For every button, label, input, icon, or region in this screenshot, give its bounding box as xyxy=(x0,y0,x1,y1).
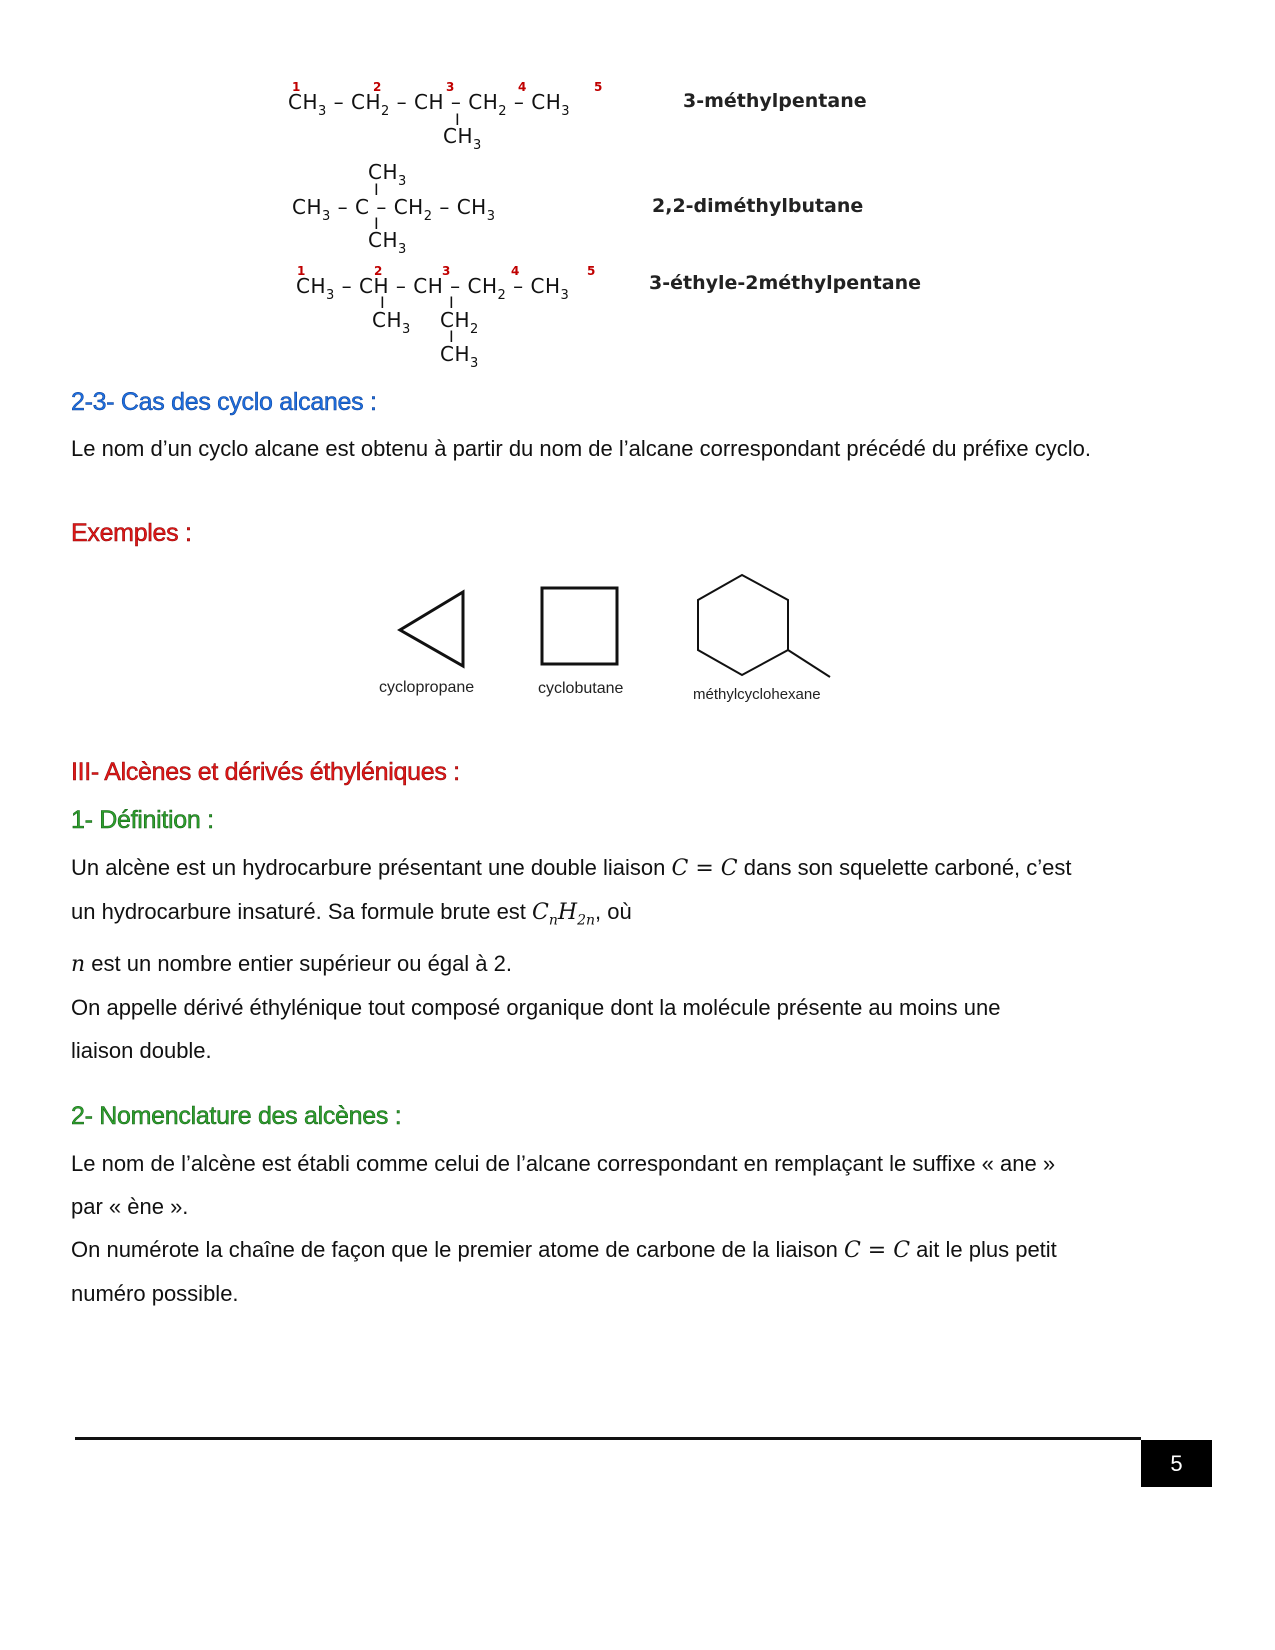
definition-line: liaison double. xyxy=(71,1038,212,1064)
subscript: 2 xyxy=(497,288,507,303)
subscript: 2 xyxy=(498,104,508,119)
text: , où xyxy=(595,899,632,924)
vertical-bond: I xyxy=(449,327,454,346)
atom: CH xyxy=(292,195,323,219)
cyclo-label: cyclopropane xyxy=(379,679,475,696)
nomenclature-paragraph xyxy=(71,1142,1171,1315)
definition-line xyxy=(71,890,1171,942)
atom: CH xyxy=(440,342,471,366)
methyl-branch xyxy=(372,308,411,337)
methyl-substituent xyxy=(788,650,830,677)
carbon-number: 1 xyxy=(297,264,306,278)
carbon-number: 5 xyxy=(594,80,603,94)
text: un hydrocarbure insaturé. Sa formule brute est xyxy=(71,899,526,924)
atom: CH xyxy=(468,90,499,114)
atom: CH xyxy=(414,90,445,114)
bond: – xyxy=(395,274,407,298)
bond: – xyxy=(439,195,450,219)
math-double-bond: C = C xyxy=(671,856,738,881)
text: Un alcène est un hydrocarbure présentant une double liaison xyxy=(71,855,666,880)
subscript: 3 xyxy=(322,209,331,224)
atom: C xyxy=(355,195,370,219)
definition-line xyxy=(71,846,1171,890)
atom: CH xyxy=(393,195,424,219)
math: 2n xyxy=(577,912,596,929)
atom: CH xyxy=(368,228,399,252)
compound-name: 2,2-diméthylbutane xyxy=(652,195,864,217)
subscript: 3 xyxy=(326,288,335,303)
section-heading-alkenes: III- Alcènes et dérivés éthyléniques : xyxy=(71,758,460,786)
vertical-bond: I xyxy=(374,214,379,233)
subscript: 3 xyxy=(486,209,496,224)
branch xyxy=(443,124,482,153)
ethyl-branch xyxy=(440,308,479,337)
carbon-number: 3 xyxy=(442,264,451,278)
examples-heading: Exemples : xyxy=(71,519,192,547)
cyclohexane-shape xyxy=(698,575,788,675)
bond: – xyxy=(396,90,408,114)
vertical-bond: I xyxy=(455,110,460,129)
bond: – xyxy=(376,195,387,219)
subscript: 3 xyxy=(561,104,571,119)
subscript: 3 xyxy=(398,174,407,189)
atom: CH xyxy=(372,308,403,332)
bond: – xyxy=(513,274,524,298)
atom: CH xyxy=(530,274,561,298)
nomenclature-line: numéro possible. xyxy=(71,1281,239,1306)
math-n: n xyxy=(71,952,86,978)
vertical-bond: I xyxy=(449,293,454,312)
definition-paragraph xyxy=(71,846,1171,1072)
cyclobutane-shape xyxy=(542,588,617,664)
math: C xyxy=(532,900,549,925)
carbon-number: 5 xyxy=(587,264,596,278)
subscript: 3 xyxy=(402,322,411,337)
bond: – xyxy=(333,90,345,114)
page-number: 5 xyxy=(1141,1440,1212,1487)
math: H xyxy=(557,900,578,925)
section-heading-cyclo: 2-3- Cas des cyclo alcanes : xyxy=(71,388,377,416)
main-chain xyxy=(288,90,571,119)
text: est un nombre entier supérieur ou égal à 2. xyxy=(91,951,513,977)
text: On numérote la chaîne de façon que le premier atome de carbone de la liaison xyxy=(71,1237,838,1262)
carbon-number: 4 xyxy=(518,80,527,94)
bond: – xyxy=(450,274,461,298)
math: n xyxy=(548,912,558,929)
nomenclature-heading: 2- Nomenclature des alcènes : xyxy=(71,1102,402,1130)
atom: CH xyxy=(359,274,390,298)
cyclo-paragraph: Le nom d’un cyclo alcane est obtenu à partir du nom de l’alcane correspondant précédé du préfixe cyclo. xyxy=(71,436,1091,461)
bond: – xyxy=(450,90,462,114)
compound-name: 3-éthyle-2méthylpentane xyxy=(649,272,922,294)
carbon-number: 2 xyxy=(373,80,382,94)
atom: CH xyxy=(440,308,471,332)
bond: – xyxy=(341,274,353,298)
atom: CH xyxy=(467,274,498,298)
text: ait le plus petit xyxy=(916,1237,1057,1262)
definition-line: On appelle dérivé éthylénique tout composé organique dont la molécule présente au moins une xyxy=(71,995,1001,1021)
branch-bottom xyxy=(368,228,407,257)
carbon-number: 3 xyxy=(446,80,455,94)
atom: CH xyxy=(296,274,327,298)
carbon-number: 2 xyxy=(374,264,383,278)
subscript: 3 xyxy=(398,242,407,257)
subscript: 3 xyxy=(560,288,570,303)
carbon-number: 1 xyxy=(292,80,301,94)
subscript: 2 xyxy=(381,104,390,119)
atom: CH xyxy=(413,274,444,298)
vertical-bond: I xyxy=(374,180,379,199)
cyclo-label: méthylcyclohexane xyxy=(693,686,821,703)
nomenclature-line: Le nom de l’alcène est établi comme celui de l’alcane correspondant en remplaçant le suffixe « ane » xyxy=(71,1151,1056,1176)
atom: CH xyxy=(351,90,382,114)
bond: – xyxy=(337,195,349,219)
subscript: 2 xyxy=(470,322,479,337)
text: dans son squelette carboné, c’est xyxy=(743,855,1072,880)
footer-rule xyxy=(75,1437,1141,1440)
math-formula-brute xyxy=(532,900,596,929)
subscript: 3 xyxy=(473,138,482,153)
atom: CH xyxy=(368,160,399,184)
atom: CH xyxy=(443,124,474,148)
atom: CH xyxy=(288,90,319,114)
definition-line xyxy=(71,942,1171,986)
nomenclature-line: par « ène ». xyxy=(71,1194,189,1219)
bond: – xyxy=(513,90,525,114)
compound-name: 3-méthylpentane xyxy=(683,90,867,112)
atom: CH xyxy=(531,90,562,114)
vertical-bond: I xyxy=(380,293,385,312)
definition-heading: 1- Définition : xyxy=(71,806,214,834)
subscript: 3 xyxy=(470,356,479,371)
subscript: 3 xyxy=(318,104,327,119)
subscript: 2 xyxy=(423,209,433,224)
atom: CH xyxy=(456,195,487,219)
cyclo-label: cyclobutane xyxy=(538,680,624,697)
main-chain xyxy=(292,195,496,224)
math-double-bond: C = C xyxy=(843,1238,911,1263)
cyclopropane-shape xyxy=(400,592,463,666)
ethyl-branch-end xyxy=(440,342,479,371)
carbon-number: 4 xyxy=(511,264,520,278)
nomenclature-line xyxy=(71,1228,1171,1272)
main-chain xyxy=(296,274,570,303)
